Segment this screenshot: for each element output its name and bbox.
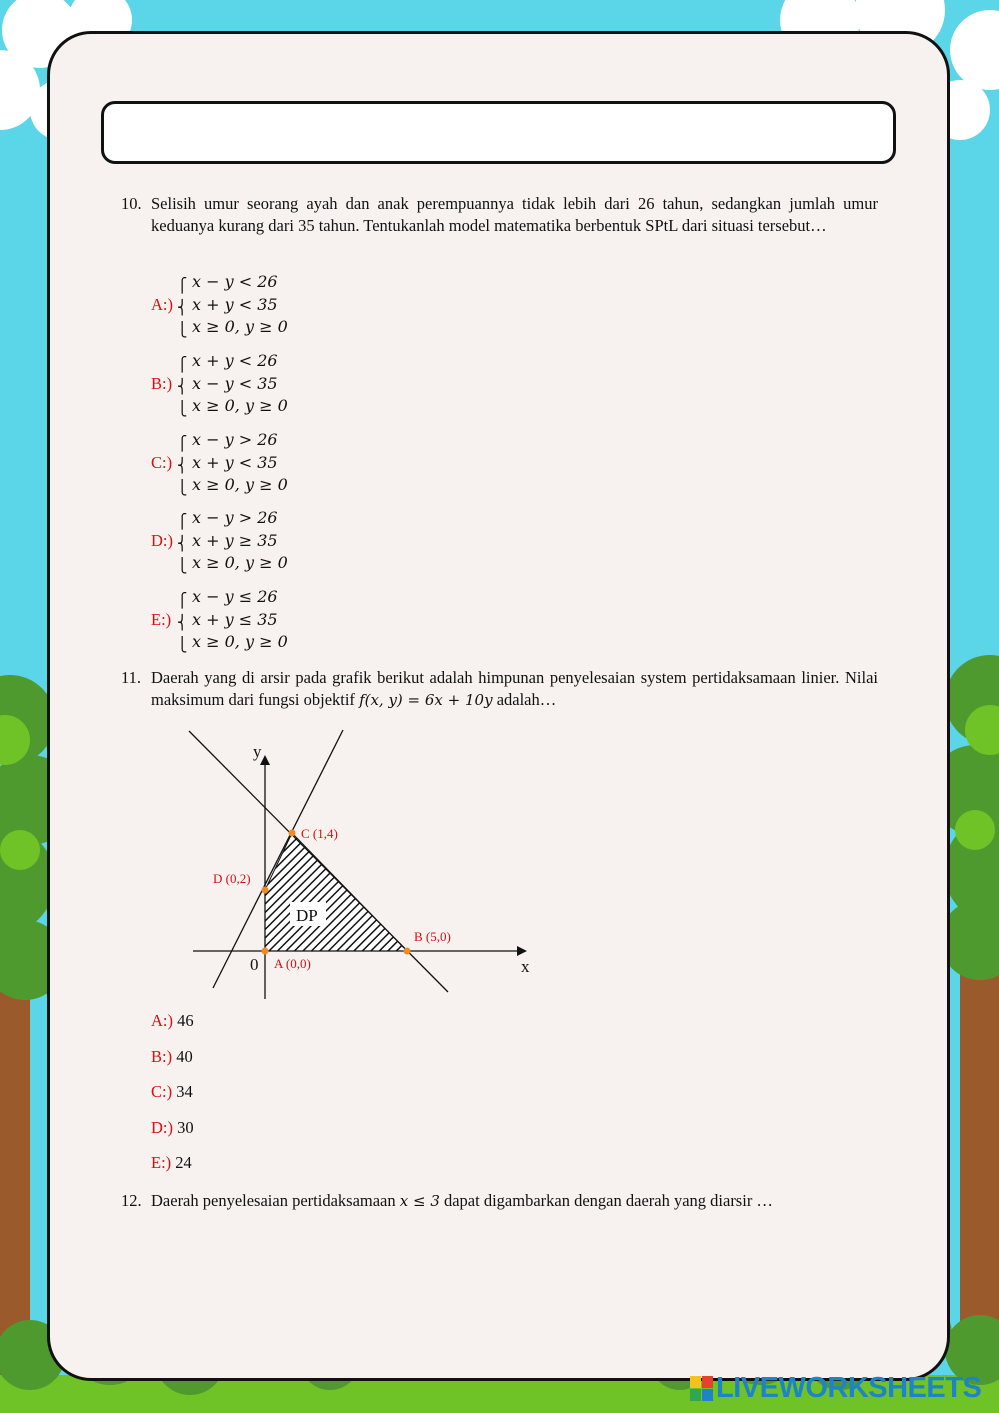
question-text: Selisih umur seorang ayah dan anak perempuannya tidak lebih dari 26 tahun, sedangkan jumlah umur keduanya kurang dari 35 tahun. Tentukanlah model matematika berbentuk SPtL dari situasi tersebut… — [151, 194, 878, 235]
option-label: C:) — [151, 453, 173, 472]
origin-label: 0 — [250, 955, 259, 974]
point-b-label: B (5,0) — [414, 929, 451, 944]
brace: ⎧ ⎨ ⎩ — [177, 278, 188, 338]
liveworksheets-logo — [690, 1372, 981, 1408]
shaded-region — [265, 833, 407, 951]
answer-input-box[interactable] — [101, 101, 896, 164]
q11-answer-b[interactable]: B:) 40 — [151, 1047, 193, 1066]
point-c — [289, 830, 296, 837]
point-c-label: C (1,4) — [301, 826, 338, 841]
question-number: 12. — [121, 1191, 142, 1210]
logo-text: LIVEWORKSHEETS — [716, 1372, 982, 1404]
option-system: x − y ≤ 26 x + y ≤ 35 x ≥ 0, y ≥ 0 — [192, 587, 288, 651]
question-10 — [121, 193, 878, 237]
question-text: Daerah penyelesaian pertidaksamaan x ≤ 3 dapat digambarkan dengan daerah yang diarsir … — [151, 1191, 773, 1210]
feasible-region-graph — [180, 725, 550, 1005]
brace: ⎧ ⎨ ⎩ — [177, 436, 188, 496]
option-system: x − y > 26 x + y ≥ 35 x ≥ 0, y ≥ 0 — [192, 508, 288, 572]
brace: ⎧ ⎨ ⎩ — [177, 593, 188, 653]
option-system: x − y < 26 x + y < 35 x ≥ 0, y ≥ 0 — [192, 272, 288, 336]
option-label: E:) — [151, 610, 172, 629]
q11-answer-e[interactable]: E:) 24 — [151, 1153, 192, 1172]
q11-answer-c[interactable]: C:) 34 — [151, 1082, 193, 1101]
logo-icon — [690, 1376, 714, 1402]
q11-answer-d[interactable]: D:) 30 — [151, 1118, 194, 1137]
y-axis-label: y — [253, 742, 262, 761]
x-axis-label: x — [521, 957, 530, 976]
point-d — [262, 887, 269, 894]
brace: ⎧ ⎨ ⎩ — [177, 357, 188, 417]
question-11 — [121, 667, 878, 711]
question-number: 10. — [121, 194, 142, 213]
point-d-label: D (0,2) — [213, 871, 251, 886]
point-a-label: A (0,0) — [274, 956, 311, 971]
option-label: D:) — [151, 531, 173, 550]
question-number: 11. — [121, 668, 142, 687]
q11-answer-a[interactable]: A:) 46 — [151, 1011, 194, 1030]
option-label: A:) — [151, 295, 173, 314]
region-label: DP — [296, 906, 318, 925]
point-a — [262, 948, 269, 955]
point-b — [404, 948, 411, 955]
brace: ⎧ ⎨ ⎩ — [177, 514, 188, 574]
question-text: Daerah yang di arsir pada grafik berikut adalah himpunan penyelesaian system pertidaksamaan linier. Nilai maksimum dari fungsi objektif f(x, y) = 6x + 10y adalah… — [151, 668, 878, 709]
question-12 — [121, 1190, 878, 1212]
option-label: B:) — [151, 374, 173, 393]
option-system: x − y > 26 x + y < 35 x ≥ 0, y ≥ 0 — [192, 430, 288, 494]
option-system: x + y < 26 x − y < 35 x ≥ 0, y ≥ 0 — [192, 351, 288, 415]
